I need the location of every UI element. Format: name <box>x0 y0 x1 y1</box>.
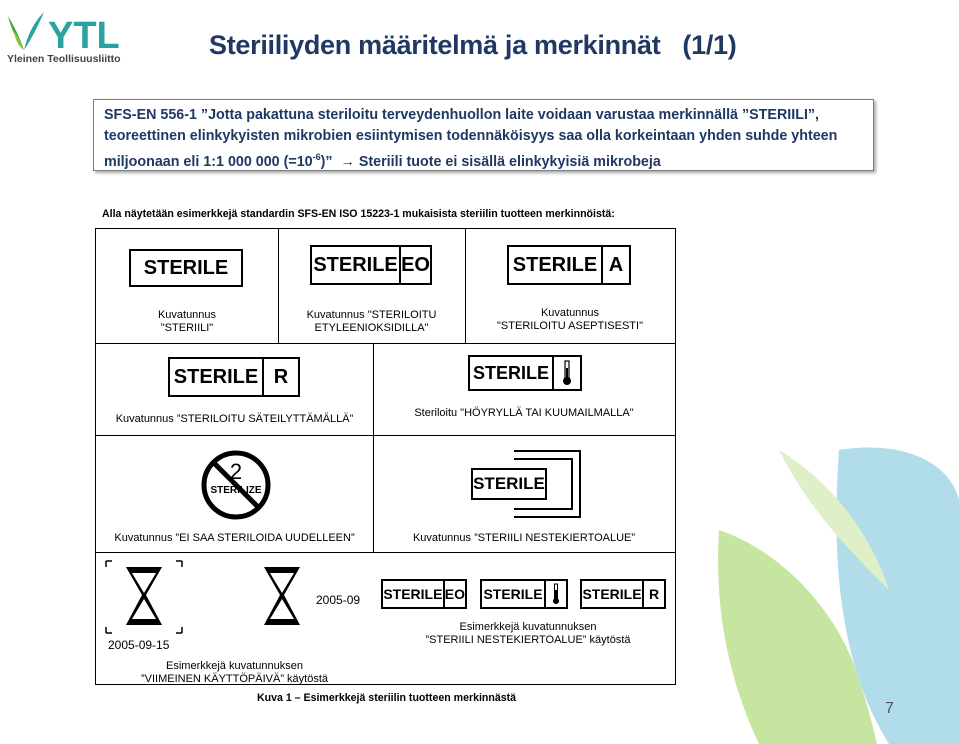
thermometer-icon <box>554 360 580 386</box>
label-sterile: Kuvatunnus "STERIILI" <box>157 309 217 334</box>
definition-line-3: miljoonaan eli 1:1 000 000 $(=10^{-6})$” → Steriili tuote ei sisällä elinkykyisiä mikrobeja <box>104 152 661 170</box>
label-sterile-steam: Steriloitu "HÖYRYLLÄ TAI KUUMAILMALLA" <box>414 407 634 419</box>
decorative-leaves <box>699 440 959 744</box>
definition-box <box>93 99 874 171</box>
figure-intro: Alla näytetään esimerkkejä standardin SFS-EN ISO 15223-1 mukaisista steriilin tuotteen merkinnöistä: <box>102 208 615 220</box>
label-fluid-examples: Esimerkkejä kuvatunnuksen ”STERIILI NESTEKIERTOALUE” käytöstä <box>425 621 631 646</box>
definition-line-2: teoreettinen elinkykyisten mikrobien esiintymisen todennäköisyys saa olla korkeintaan yhden suhde yhteen <box>104 128 838 144</box>
page-indicator: (1/1) <box>682 30 737 60</box>
sterile-a-symbol: STERILE A <box>507 245 631 285</box>
fluid-path-symbol: STERILE <box>468 449 588 519</box>
sterile-r-symbol: STERILE R <box>168 357 300 397</box>
fluid-eo-symbol: STERILE EO <box>381 579 467 609</box>
fluid-r-symbol: STERILE R <box>580 579 666 609</box>
thermometer-icon <box>546 583 566 605</box>
label-sterile-eo: Kuvatunnus "STERILOITU ETYLEENIOKSIDILLA" <box>306 309 437 334</box>
page-title: Steriiliyden määritelmä ja merkinnät (1/1) <box>209 30 737 60</box>
sterile-symbol: STERILE <box>129 249 243 287</box>
label-sterile-a: Kuvatunnus "STERILOITU ASEPTISESTI" <box>497 307 643 332</box>
hourglass-icon <box>260 565 304 629</box>
no-resterilize-icon <box>200 449 272 521</box>
fluid-steam-symbol: STERILE <box>480 579 568 609</box>
hourglass-icon <box>104 559 184 635</box>
page-number: 7 <box>885 700 894 717</box>
label-no-resterilize: Kuvatunnus ”EI SAA STERILOIDA UUDELLEEN” <box>114 532 355 544</box>
arrow-right-icon: → <box>340 153 355 170</box>
logo-subtitle: Yleinen Teollisuusliitto <box>7 53 121 65</box>
label-sterile-r: Kuvatunnus ”STERILOITU SÄTEILYTTÄMÄLLÄ” <box>115 413 354 425</box>
sterile-eo-symbol: STERILE EO <box>310 245 432 285</box>
svg-text:STERILIZE: STERILIZE <box>210 485 262 496</box>
svg-text:2: 2 <box>229 459 243 484</box>
sterile-steam-symbol: STERILE <box>468 355 582 391</box>
expiry-date-full: 2005-09-15 <box>108 638 170 652</box>
definition-line-1: SFS-EN 556-1 ”Jotta pakattuna steriloitu terveydenhuollon laite voidaan varustaa merkinnällä ”STERIILI”, <box>104 107 820 123</box>
label-fluid-path: Kuvatunnus ”STERIILI NESTEKIERTOALUE” <box>412 532 636 544</box>
figure-caption: Kuva 1 – Esimerkkejä steriilin tuotteen merkinnästä <box>257 692 517 704</box>
logo-brand: YTL <box>48 15 120 57</box>
label-expiry: Esimerkkejä kuvatunnuksen ”VIIMEINEN KÄYTTÖPÄIVÄ” käytöstä <box>140 660 329 685</box>
expiry-date-month: 2005-09 <box>316 593 361 607</box>
symbol-table <box>95 228 676 685</box>
